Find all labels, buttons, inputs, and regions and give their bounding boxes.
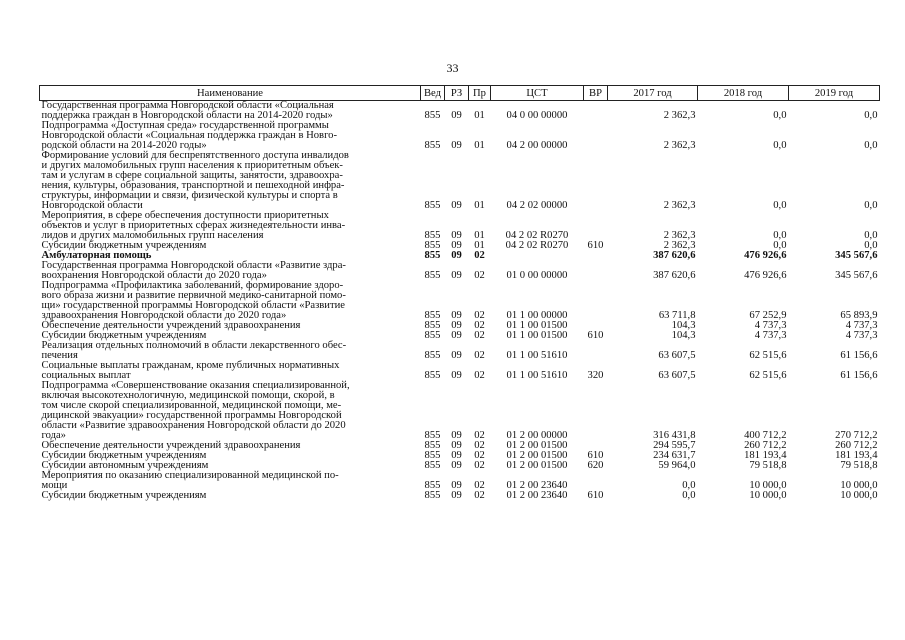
cell-name: Обеспечение деятельности учреждений здравоохранения xyxy=(41,440,301,451)
cell-2017: 316 431,8 xyxy=(653,430,696,441)
cell-pr: 01 xyxy=(474,230,485,241)
cell-cst: 01 1 00 51610 xyxy=(506,370,568,381)
cell-2018: 0,0 xyxy=(773,110,787,121)
cell-name: Обеспечение деятельности учреждений здравоохранения xyxy=(41,320,301,331)
cell-ved: 855 xyxy=(424,450,441,461)
table-row xyxy=(40,151,880,211)
cell-2019: 4 737,3 xyxy=(845,320,878,331)
cell-2018: 0,0 xyxy=(773,240,787,251)
cell-ved: 855 xyxy=(424,460,441,471)
cell-2019: 10 000,0 xyxy=(840,490,878,501)
cell-2019: 10 000,0 xyxy=(840,480,878,491)
cell-name: Формирование условий для беспрепятственного доступа инвалидов и других маломобильных групп населения к приоритетным объек- там и услугам в сфере социальной защиты, занятости, здравоохра- нения, культуры, образования, транспортной и пешеходной инфра- структуры, информации и связи, физической культуры и спорта в Новгородской области xyxy=(41,150,349,211)
cell-ved: 855 xyxy=(424,310,441,321)
cell-rz: 09 xyxy=(451,110,462,121)
cell-rz: 09 xyxy=(451,440,462,451)
table-row xyxy=(40,471,880,491)
cell-vr: 610 xyxy=(587,240,604,251)
cell-vr xyxy=(584,151,608,211)
cell-2017: 2 362,3 xyxy=(663,140,696,151)
cell-rz: 09 xyxy=(451,450,462,461)
cell-pr: 01 xyxy=(474,200,485,211)
cell-ved: 855 xyxy=(424,110,441,121)
cell-ved: 855 xyxy=(424,430,441,441)
cell-ved: 855 xyxy=(424,250,441,261)
cell-2017: 0,0 xyxy=(682,480,696,491)
cell-pr: 01 xyxy=(474,140,485,151)
cell-pr: 02 xyxy=(474,320,485,331)
cell-2018: 62 515,6 xyxy=(749,370,787,381)
cell-2017: 104,3 xyxy=(671,320,696,331)
cell-2018: 4 737,3 xyxy=(754,320,787,331)
cell-2018: 476 926,6 xyxy=(744,250,787,261)
cell-vr xyxy=(584,211,608,241)
cell-pr: 02 xyxy=(474,480,485,491)
cell-name: Мероприятия, в сфере обеспечения доступности приоритетных объектов и услуг в приоритетных сферах жизнедеятельности инва- лидов и других маломобильных групп населения xyxy=(41,210,346,241)
cell-rz: 09 xyxy=(451,490,462,501)
cell-cst: 01 1 00 01500 xyxy=(506,320,568,331)
cell-pr: 02 xyxy=(474,440,485,451)
cell-2017: 294 595,7 xyxy=(653,440,696,451)
cell-2017: 2 362,3 xyxy=(663,200,696,211)
cell-2017: 63 711,8 xyxy=(658,310,696,321)
cell-cst: 01 2 00 01500 xyxy=(506,450,568,461)
table-row xyxy=(40,101,880,122)
cell-pr: 02 xyxy=(474,250,485,261)
cell-2019: 181 193,4 xyxy=(835,450,878,461)
table-row xyxy=(40,491,880,501)
cell-name: Субсидии бюджетным учреждениям xyxy=(41,450,207,461)
cell-ved: 855 xyxy=(424,140,441,151)
cell-2017: 0,0 xyxy=(682,490,696,501)
cell-cst: 01 1 00 51610 xyxy=(506,350,568,361)
cell-cst xyxy=(491,251,584,261)
cell-name: Субсидии бюджетным учреждениям xyxy=(41,240,207,251)
cell-rz: 09 xyxy=(451,350,462,361)
cell-pr: 02 xyxy=(474,460,485,471)
cell-ved: 855 xyxy=(424,270,441,281)
cell-vr xyxy=(584,101,608,122)
cell-2018: 0,0 xyxy=(773,200,787,211)
cell-pr: 02 xyxy=(474,350,485,361)
cell-rz: 09 xyxy=(451,140,462,151)
cell-2018: 67 252,9 xyxy=(749,310,787,321)
cell-cst: 01 2 00 23640 xyxy=(506,490,568,501)
cell-2019: 0,0 xyxy=(864,110,878,121)
header-vr: ВР xyxy=(584,86,608,101)
cell-2018: 260 712,2 xyxy=(744,440,787,451)
cell-2018: 0,0 xyxy=(773,140,787,151)
cell-pr: 01 xyxy=(474,110,485,121)
cell-2017: 387 620,6 xyxy=(653,270,696,281)
header-2018: 2018 год xyxy=(698,86,789,101)
cell-name: Мероприятия по оказанию специализированной медицинской по- мощи xyxy=(41,470,339,491)
cell-cst: 04 2 02 R0270 xyxy=(505,240,569,251)
cell-ved: 855 xyxy=(424,370,441,381)
cell-ved: 855 xyxy=(424,480,441,491)
cell-name: Амбулаторная помощь xyxy=(41,250,152,261)
cell-vr: 610 xyxy=(587,490,604,501)
cell-cst: 04 2 00 00000 xyxy=(506,140,568,151)
cell-rz: 09 xyxy=(451,270,462,281)
cell-2019: 260 712,2 xyxy=(835,440,878,451)
cell-ved: 855 xyxy=(424,320,441,331)
header-rz: РЗ xyxy=(445,86,469,101)
table-row xyxy=(40,121,880,151)
cell-2019: 345 567,6 xyxy=(835,250,878,261)
cell-rz: 09 xyxy=(451,480,462,491)
cell-pr: 02 xyxy=(474,270,485,281)
cell-cst: 04 0 00 00000 xyxy=(506,110,568,121)
cell-pr: 02 xyxy=(474,450,485,461)
cell-pr: 02 xyxy=(474,310,485,321)
cell-rz: 09 xyxy=(451,460,462,471)
cell-ved: 855 xyxy=(424,440,441,451)
cell-vr: 610 xyxy=(587,330,604,341)
cell-2019: 61 156,6 xyxy=(840,350,878,361)
cell-2018: 0,0 xyxy=(773,230,787,241)
cell-rz: 09 xyxy=(451,200,462,211)
cell-vr xyxy=(584,281,608,321)
cell-rz: 09 xyxy=(451,330,462,341)
cell-name: Социальные выплаты гражданам, кроме публичных нормативных социальных выплат xyxy=(41,360,340,381)
cell-2019: 345 567,6 xyxy=(835,270,878,281)
header-2017: 2017 год xyxy=(608,86,698,101)
cell-cst: 04 2 02 R0270 xyxy=(505,230,569,241)
budget-table xyxy=(39,85,880,501)
cell-name: Субсидии бюджетным учреждениям xyxy=(41,490,207,501)
header-cst: ЦСТ xyxy=(491,86,584,101)
cell-vr xyxy=(584,261,608,281)
cell-vr: 610 xyxy=(587,450,604,461)
cell-rz: 09 xyxy=(451,240,462,251)
cell-name: Реализация отдельных полномочий в области лекарственного обес- печения xyxy=(41,340,347,361)
cell-pr: 02 xyxy=(474,370,485,381)
cell-rz: 09 xyxy=(451,370,462,381)
cell-pr: 01 xyxy=(474,240,485,251)
header-2019: 2019 год xyxy=(789,86,880,101)
cell-rz: 09 xyxy=(451,250,462,261)
cell-name: Подпрограмма «Доступная среда» государственной программы Новгородской области «Социальная поддержка граждан в Новго- родской области на 2014-2020 годы» xyxy=(41,120,337,151)
cell-rz: 09 xyxy=(451,310,462,321)
table-row xyxy=(40,361,880,381)
table-row xyxy=(40,211,880,241)
cell-2019: 0,0 xyxy=(864,200,878,211)
cell-2019: 0,0 xyxy=(864,140,878,151)
cell-2019: 61 156,6 xyxy=(840,370,878,381)
cell-2017: 2 362,3 xyxy=(663,230,696,241)
cell-cst: 04 2 02 00000 xyxy=(506,200,568,211)
cell-cst: 01 2 00 00000 xyxy=(506,430,568,441)
cell-name: Подпрограмма «Профилактика заболеваний, формирование здоро- вого образа жизни и развитие первичной медико-санитарной помо- щи» государственной программы Новгородской области «Развитие здравоохранения Новгородской области до 2020 года» xyxy=(41,280,346,321)
cell-cst: 01 1 00 00000 xyxy=(506,310,568,321)
cell-2017: 2 362,3 xyxy=(663,240,696,251)
cell-name: Субсидии автономным учреждениям xyxy=(41,460,209,471)
header-name: Наименование xyxy=(40,86,421,101)
cell-rz: 09 xyxy=(451,230,462,241)
cell-2017: 2 362,3 xyxy=(663,110,696,121)
table-header-row xyxy=(40,86,880,101)
cell-pr: 02 xyxy=(474,430,485,441)
cell-2017: 63 607,5 xyxy=(658,370,696,381)
cell-pr: 02 xyxy=(474,330,485,341)
cell-2018: 10 000,0 xyxy=(749,490,787,501)
cell-2018: 62 515,6 xyxy=(749,350,787,361)
cell-cst: 01 2 00 23640 xyxy=(506,480,568,491)
cell-2017: 59 964,0 xyxy=(658,460,696,471)
cell-2017: 234 631,7 xyxy=(653,450,696,461)
cell-name: Субсидии бюджетным учреждениям xyxy=(41,330,207,341)
cell-ved: 855 xyxy=(424,350,441,361)
cell-rz: 09 xyxy=(451,430,462,441)
cell-2019: 0,0 xyxy=(864,230,878,241)
cell-2018: 476 926,6 xyxy=(744,270,787,281)
cell-2017: 104,3 xyxy=(671,330,696,341)
header-pr: Пр xyxy=(469,86,491,101)
cell-2017: 63 607,5 xyxy=(658,350,696,361)
cell-ved: 855 xyxy=(424,200,441,211)
table-row xyxy=(40,261,880,281)
cell-cst: 01 1 00 01500 xyxy=(506,330,568,341)
table-body xyxy=(40,101,880,502)
cell-name: Государственная программа Новгородской области «Развитие здра- воохранения Новгородской области до 2020 года» xyxy=(41,260,346,281)
cell-name: Государственная программа Новгородской области «Социальная поддержка граждан в Новгородской области на 2014-2020 годы» xyxy=(41,100,334,121)
cell-2017: 387 620,6 xyxy=(653,250,696,261)
table-row xyxy=(40,281,880,321)
cell-ved: 855 xyxy=(424,240,441,251)
cell-2019: 65 893,9 xyxy=(840,310,878,321)
cell-2018: 181 193,4 xyxy=(744,450,787,461)
cell-vr xyxy=(584,341,608,361)
table-row xyxy=(40,381,880,441)
cell-cst: 01 2 00 01500 xyxy=(506,460,568,471)
cell-rz: 09 xyxy=(451,320,462,331)
cell-2018: 79 518,8 xyxy=(749,460,787,471)
cell-vr xyxy=(584,251,608,261)
header-ved: Вед xyxy=(421,86,445,101)
cell-vr xyxy=(584,121,608,151)
cell-2019: 4 737,3 xyxy=(845,330,878,341)
cell-2019: 270 712,2 xyxy=(835,430,878,441)
cell-2018: 10 000,0 xyxy=(749,480,787,491)
page-number: 33 xyxy=(446,61,459,75)
cell-pr: 02 xyxy=(474,490,485,501)
cell-2018: 400 712,2 xyxy=(744,430,787,441)
cell-vr: 620 xyxy=(587,460,604,471)
cell-ved: 855 xyxy=(424,490,441,501)
cell-2018: 4 737,3 xyxy=(754,330,787,341)
cell-vr xyxy=(584,471,608,491)
cell-ved: 855 xyxy=(424,230,441,241)
cell-vr: 320 xyxy=(587,370,604,381)
table-row xyxy=(40,341,880,361)
cell-name: Подпрограмма «Совершенствование оказания специализированной, включая высокотехнологичную, медицинской помощи, скорой, в том числе скорой специализированной, медицинской помощи, ме- дицинской эвакуации» государственной программы Новгородской области «Развитие здравоохранения Новгородской области до 2020 года» xyxy=(41,380,350,441)
cell-vr xyxy=(584,381,608,441)
cell-2019: 79 518,8 xyxy=(840,460,878,471)
cell-cst: 01 0 00 00000 xyxy=(506,270,568,281)
cell-ved: 855 xyxy=(424,330,441,341)
cell-cst: 01 2 00 01500 xyxy=(506,440,568,451)
cell-2019: 0,0 xyxy=(864,240,878,251)
